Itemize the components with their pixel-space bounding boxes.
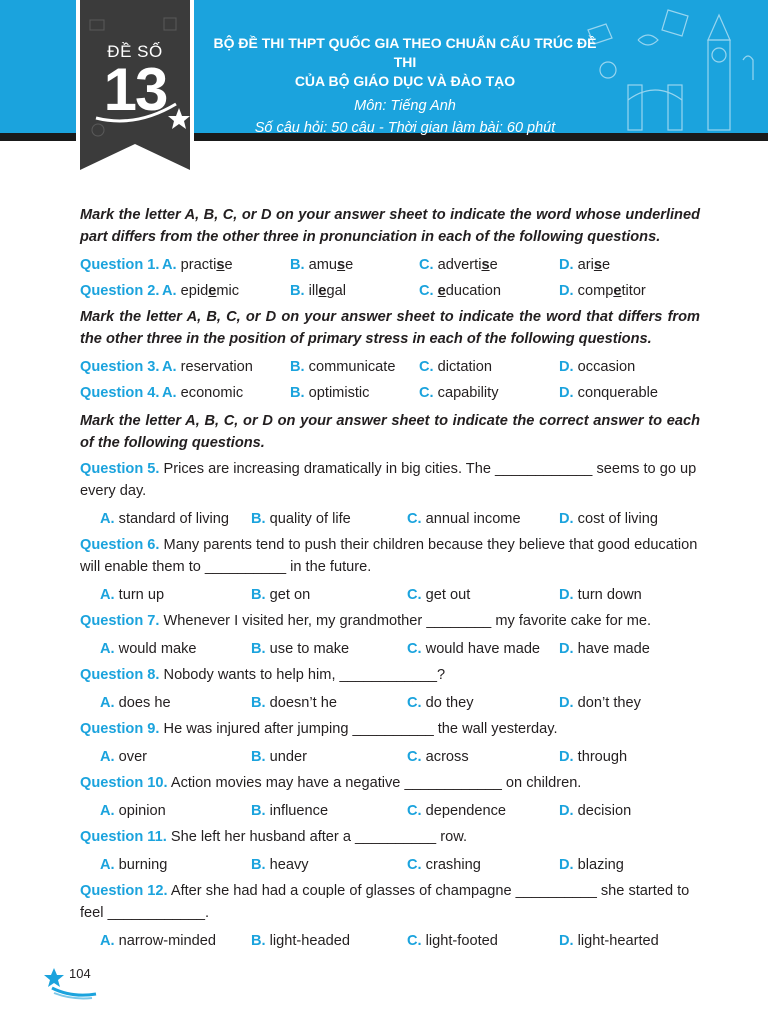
options-row [80, 690, 700, 716]
option-a [100, 928, 216, 954]
option-c [419, 354, 492, 380]
options-row [80, 506, 700, 532]
option-text: get on [269, 587, 311, 603]
option-text: under [269, 749, 307, 765]
option-letter: C. [419, 385, 434, 401]
option-letter: D. [559, 283, 574, 299]
option-text: annual income [425, 511, 521, 527]
option-d [559, 744, 627, 770]
option-text: blazing [577, 857, 624, 873]
option-text: opinion [118, 803, 166, 819]
header-title-line2: CỦA BỘ GIÁO DỤC VÀ ĐÀO TẠO [294, 73, 516, 89]
question-stem [80, 880, 700, 924]
option-b [251, 636, 349, 662]
underlined-part: e [613, 283, 622, 299]
option-c [407, 852, 481, 878]
option-letter: B. [251, 641, 266, 657]
underlined-part: s [481, 257, 490, 273]
section1-instruction: Mark the letter A, B, C, or D on your answer sheet to indicate the word whose underlined part differs from the other three in pronunciation in each of the following questions. [80, 207, 700, 245]
option-b [251, 506, 351, 532]
option-text: ducation [445, 283, 501, 299]
option-letter: A. [100, 511, 115, 527]
option-d [559, 928, 659, 954]
section2-instruction: Mark the letter A, B, C, or D on your answer sheet to indicate the word that differs from the other three in the position of primary stress in each of the following questions. [80, 309, 700, 347]
option-text: through [577, 749, 628, 765]
question-label: Question 4. [80, 385, 160, 401]
question-stem [80, 534, 700, 578]
option-letter: A. [162, 283, 177, 299]
option-text: light-headed [269, 933, 350, 949]
options-row [80, 744, 700, 770]
option-letter: C. [407, 749, 422, 765]
option-letter: A. [100, 803, 115, 819]
options-row [80, 852, 700, 878]
option-text: do they [425, 695, 474, 711]
question-list [80, 458, 700, 954]
option-a [100, 690, 171, 716]
option-letter: A. [100, 587, 115, 603]
question-text: After she had had a couple of glasses of champagne __________ she started to feel ____________. [80, 883, 690, 921]
option-b [251, 582, 310, 608]
question-text: Prices are increasing dramatically in big cities. The ____________ seems to go up every day. [80, 461, 697, 499]
question-label: Question 10. [80, 775, 168, 791]
option-text: adverti [437, 257, 482, 273]
option-a [100, 582, 164, 608]
option-text: e [224, 257, 233, 273]
question-text: Action movies may have a negative ____________ on children. [170, 775, 582, 791]
option-b [251, 798, 328, 824]
option-text: would make [118, 641, 197, 657]
option-letter: D. [559, 385, 574, 401]
option-b [251, 928, 350, 954]
option-text: quality of life [269, 511, 351, 527]
option-letter: D. [559, 857, 574, 873]
option-text: light-footed [425, 933, 498, 949]
underlined-part: s [337, 257, 346, 273]
option-text: epid [180, 283, 209, 299]
option-d [559, 636, 650, 662]
option-text: does he [118, 695, 171, 711]
option-d [559, 506, 658, 532]
option-text: across [425, 749, 469, 765]
option-b [251, 690, 337, 716]
question-row [80, 252, 700, 278]
option-d [559, 852, 624, 878]
option-letter: B. [251, 933, 266, 949]
option-text: light-hearted [577, 933, 659, 949]
option-text: crashing [425, 857, 481, 873]
option-text: over [118, 749, 148, 765]
option-letter: C. [407, 803, 422, 819]
question-text: Many parents tend to push their children because they believe that good education will enable them to __________ in the future. [80, 537, 698, 575]
option-letter: A. [162, 257, 177, 273]
question-label: Question 2. [80, 283, 160, 299]
question-label: Question 8. [80, 667, 160, 683]
option-text: have made [577, 641, 650, 657]
option-text: capability [437, 385, 499, 401]
option-d [559, 380, 658, 406]
option-c [407, 690, 474, 716]
option-letter: B. [251, 857, 266, 873]
option-letter: D. [559, 257, 574, 273]
option-letter: B. [251, 587, 266, 603]
option-text: gal [326, 283, 346, 299]
option-text: e [489, 257, 498, 273]
option-text: standard of living [118, 511, 229, 527]
option-b [251, 744, 307, 770]
option-text: ill [308, 283, 319, 299]
option-b [251, 852, 309, 878]
option-letter: A. [100, 749, 115, 765]
option-c [407, 744, 469, 770]
option-b [290, 380, 369, 406]
option-d [559, 252, 610, 278]
question-text: Nobody wants to help him, ____________? [163, 667, 446, 683]
option-text: conquerable [577, 385, 658, 401]
option-c [419, 252, 498, 278]
option-text: e [602, 257, 611, 273]
question-label: Question 5. [80, 461, 160, 477]
option-letter: B. [251, 511, 266, 527]
question-row [80, 278, 700, 304]
option-c [407, 582, 470, 608]
option-letter: A. [100, 695, 115, 711]
option-text: mic [216, 283, 240, 299]
options-row [80, 636, 700, 662]
question-text: She left her husband after a __________ row. [170, 829, 467, 845]
option-d [559, 278, 646, 304]
options-row [80, 582, 700, 608]
option-text: e [345, 257, 354, 273]
underlined-part: e [318, 283, 327, 299]
option-letter: C. [407, 641, 422, 657]
option-letter: B. [290, 283, 305, 299]
option-c [419, 380, 499, 406]
question-stem [80, 826, 700, 848]
question-stem [80, 772, 700, 794]
option-text: dictation [437, 359, 493, 375]
option-letter: B. [290, 385, 305, 401]
option-c [419, 278, 501, 304]
option-letter: C. [407, 933, 422, 949]
header-exam-info: Số câu hỏi: 50 câu - Thời gian làm bài: 60 phút [254, 120, 556, 136]
option-text: occasion [577, 359, 636, 375]
option-text: doesn’t he [269, 695, 338, 711]
exam-number: 13 [103, 56, 167, 123]
option-text: turn down [577, 587, 642, 603]
underlined-part: e [437, 283, 446, 299]
option-letter: A. [162, 359, 177, 375]
header-title-block [205, 34, 605, 139]
option-text: decision [577, 803, 632, 819]
option-text: optimistic [308, 385, 370, 401]
option-letter: D. [559, 587, 574, 603]
option-c [407, 928, 498, 954]
option-text: practi [180, 257, 217, 273]
option-text: titor [621, 283, 646, 299]
option-text: burning [118, 857, 168, 873]
question-label: Question 1. [80, 257, 160, 273]
option-text: dependence [425, 803, 507, 819]
underlined-part: s [593, 257, 602, 273]
question-stem [80, 664, 700, 686]
option-text: don’t they [577, 695, 641, 711]
option-a [162, 252, 233, 278]
option-text: narrow-minded [118, 933, 216, 949]
option-d [559, 798, 631, 824]
question-text: He was injured after jumping __________ the wall yesterday. [163, 721, 558, 737]
exam-number-badge [76, 0, 194, 180]
option-b [290, 278, 346, 304]
option-letter: B. [290, 359, 305, 375]
option-text: communicate [308, 359, 396, 375]
option-letter: A. [162, 385, 177, 401]
option-text: reservation [180, 359, 253, 375]
question-row [80, 354, 700, 380]
underlined-part: e [208, 283, 217, 299]
option-text: economic [180, 385, 244, 401]
option-a [162, 380, 243, 406]
option-text: heavy [269, 857, 309, 873]
question-label: Question 3. [80, 359, 160, 375]
option-letter: C. [419, 359, 434, 375]
option-c [407, 636, 540, 662]
option-letter: B. [290, 257, 305, 273]
option-letter: D. [559, 803, 574, 819]
question-text: Whenever I visited her, my grandmother ________ my favorite cake for me. [163, 613, 652, 629]
option-text: would have made [425, 641, 541, 657]
option-letter: C. [407, 857, 422, 873]
option-letter: A. [100, 641, 115, 657]
option-letter: D. [559, 749, 574, 765]
header-subject: Môn: Tiếng Anh [354, 98, 456, 114]
question-label: Question 11. [80, 829, 167, 845]
question-stem [80, 458, 700, 502]
options-row [80, 798, 700, 824]
option-letter: C. [407, 695, 422, 711]
option-text: cost of living [577, 511, 658, 527]
question-stem [80, 610, 700, 632]
option-letter: D. [559, 695, 574, 711]
option-letter: B. [251, 803, 266, 819]
option-letter: C. [407, 587, 422, 603]
underlined-part: s [216, 257, 225, 273]
option-letter: D. [559, 359, 574, 375]
option-letter: D. [559, 641, 574, 657]
exam-content [80, 204, 700, 954]
question-label: Question 7. [80, 613, 160, 629]
options-row [80, 928, 700, 954]
option-c [407, 798, 506, 824]
option-c [407, 506, 521, 532]
option-letter: B. [251, 749, 266, 765]
option-a [162, 354, 253, 380]
option-b [290, 354, 395, 380]
question-stem [80, 718, 700, 740]
header-title-line1: BỘ ĐỀ THI THPT QUỐC GIA THEO CHUẨN CẤU TRÚC ĐỀ THI [213, 35, 597, 70]
option-b [290, 252, 353, 278]
question-row [80, 380, 700, 406]
option-letter: A. [100, 933, 115, 949]
option-text: get out [425, 587, 471, 603]
question-label: Question 9. [80, 721, 160, 737]
option-letter: C. [419, 283, 434, 299]
section3-instruction: Mark the letter A, B, C, or D on your answer sheet to indicate the correct answer to each of the following questions. [80, 413, 700, 451]
page-number: 104 [69, 966, 91, 981]
option-text: ari [577, 257, 594, 273]
option-d [559, 690, 641, 716]
option-letter: B. [251, 695, 266, 711]
option-text: amu [308, 257, 338, 273]
option-text: influence [269, 803, 329, 819]
exam-label: ĐỀ SỐ [107, 42, 163, 61]
option-a [100, 636, 197, 662]
option-letter: C. [407, 511, 422, 527]
option-a [100, 744, 147, 770]
option-letter: A. [100, 857, 115, 873]
option-text: comp [577, 283, 614, 299]
option-a [100, 852, 167, 878]
option-letter: C. [419, 257, 434, 273]
option-d [559, 582, 642, 608]
option-letter: D. [559, 933, 574, 949]
option-a [100, 798, 166, 824]
question-label: Question 6. [80, 537, 160, 553]
option-text: use to make [269, 641, 350, 657]
question-label: Question 12. [80, 883, 168, 899]
option-a [162, 278, 239, 304]
option-text: turn up [118, 587, 165, 603]
option-d [559, 354, 635, 380]
option-letter: D. [559, 511, 574, 527]
option-a [100, 506, 229, 532]
